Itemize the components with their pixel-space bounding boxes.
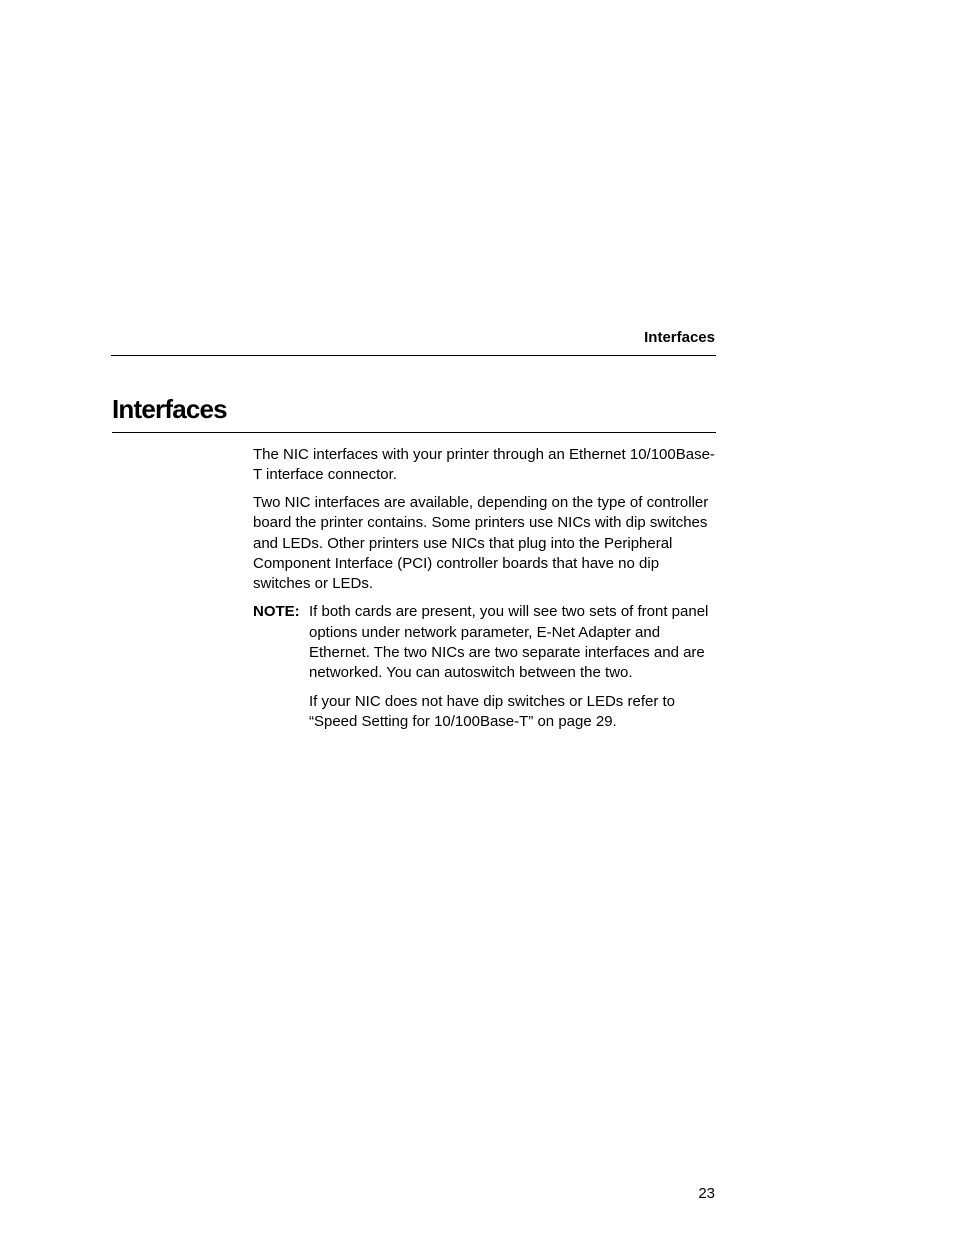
title-rule [112, 432, 716, 433]
note-content [309, 602, 717, 741]
paragraph: Two NIC interfaces are available, depending on the type of controller board the printer contains. Some printers use NICs with dip switches and LEDs. Other printers use NICs that plug into the Peripheral Component Interface (PCI) controller boards that have no dip switches or LEDs. [253, 494, 709, 593]
running-header: Interfaces [644, 329, 715, 346]
header-rule [111, 355, 716, 356]
note-block [253, 602, 717, 741]
note-paragraph: If both cards are present, you will see two sets of front panel options under network parameter, E-Net Adapter and Ethernet. The two NICs are two separate interfaces and are networked. You can autoswitch between the two. [309, 603, 709, 682]
page-number: 23 [698, 1185, 715, 1202]
body-text [253, 445, 717, 741]
note-label: NOTE: [253, 603, 300, 621]
section-title: Interfaces [112, 394, 227, 424]
paragraph: The NIC interfaces with your printer through an Ethernet 10/100Base-T interface connector. [253, 446, 715, 484]
note-paragraph: If your NIC does not have dip switches or LEDs refer to “Speed Setting for 10/100Base-T” on page 29. [309, 692, 675, 731]
